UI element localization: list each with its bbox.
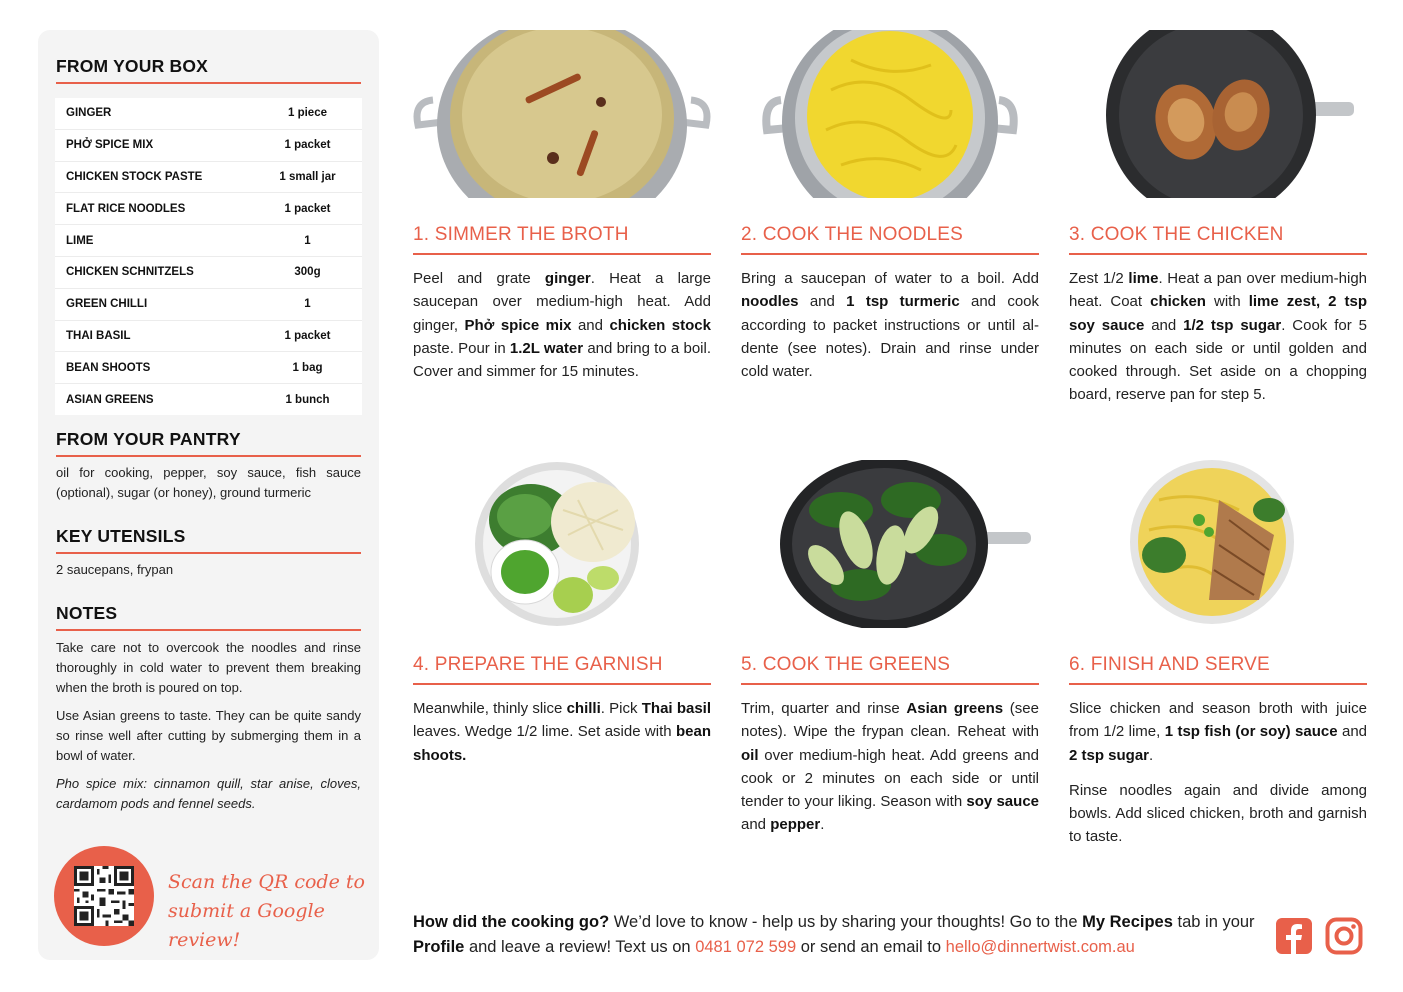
- pantry-divider: [56, 455, 361, 457]
- photo-pot-of-noodles: [741, 30, 1039, 198]
- step-4-instructions: [413, 697, 711, 779]
- notes-title: NOTES: [56, 603, 118, 623]
- step-1-divider: [413, 253, 711, 255]
- qr-text-line: submit a Google review!: [168, 900, 325, 951]
- ingredient-name: BEAN SHOOTS: [66, 361, 151, 374]
- footer-emphasis: How did the cooking go?: [413, 913, 610, 931]
- ingredient-row: [55, 321, 362, 353]
- ingredient-row: [55, 130, 362, 162]
- utensils-title: KEY UTENSILS: [56, 526, 186, 546]
- ingredient-quantity: 1 piece: [288, 107, 327, 120]
- step-1-instructions: [413, 267, 711, 395]
- ingredients-sidebar: [38, 30, 379, 960]
- note-item: Take care not to overcook the noodles and rinse thoroughly in cold water to prevent them breaking when the broth is poured on top.: [56, 640, 361, 695]
- ingredient-row: [55, 289, 362, 321]
- step-2-title: 2. COOK THE NOODLES: [741, 224, 964, 245]
- ingredient-row: [55, 384, 362, 415]
- ingredient-name: ASIAN GREENS: [66, 393, 154, 406]
- ingredient-quantity: 1 small jar: [279, 170, 336, 183]
- ingredient-highlight: Thai basil: [641, 700, 711, 717]
- instruction-paragraph: Rinse noodles again and divide among bowls. Add sliced chicken, broth and garnish to taste.: [1069, 781, 1367, 846]
- ingredient-quantity: 1 bunch: [285, 393, 330, 406]
- ingredient-highlight: 2 tsp sugar: [1069, 746, 1150, 764]
- step-4-title: 4. PREPARE THE GARNISH: [413, 654, 663, 675]
- notes-list: [56, 638, 361, 822]
- ingredient-highlight: oil: [741, 746, 759, 764]
- photo-pan-with-chicken: [1069, 30, 1367, 198]
- step-5-divider: [741, 683, 1039, 685]
- ingredient-highlight: lime zest, 2 tsp soy sauce: [1069, 293, 1367, 334]
- instruction-paragraph: Trim, quarter and rinse Asian greens (see notes). Wipe the frypan clean. Reheat with oil over medium-high heat. Add greens and cook or 2 minutes on each side or until tender to your liking. Season with soy sauce and pepper.: [741, 700, 1039, 834]
- ingredient-name: FLAT RICE NOODLES: [66, 202, 186, 215]
- step-3-divider: [1069, 253, 1367, 255]
- ingredient-highlight: 1/2 tsp sugar: [1183, 316, 1282, 334]
- step-5-instructions: [741, 697, 1039, 849]
- ingredient-quantity: 1: [304, 234, 311, 247]
- ingredient-row: [55, 225, 362, 257]
- pantry-title: FROM YOUR PANTRY: [56, 429, 241, 449]
- photo-pot-of-broth: [413, 30, 711, 198]
- step-3-instructions: [1069, 267, 1367, 419]
- review-footer: How did the cooking go? We’d love to know - help us by sharing your thoughts! Go to the My Recipes tab in your Profile and leave a review! Text us on 0481 072 599 or send an email to hello@dinnertwist.com.au: [413, 913, 1255, 956]
- photo-pan-with-greens: [741, 460, 1039, 628]
- ingredient-name: GREEN CHILLI: [66, 298, 148, 311]
- step-6-divider: [1069, 683, 1367, 685]
- ingredient-name: CHICKEN STOCK PASTE: [66, 170, 203, 183]
- ingredient-quantity: 1 packet: [284, 329, 331, 342]
- ingredient-row: [55, 98, 362, 130]
- ingredient-name: THAI BASIL: [66, 329, 131, 342]
- box-title-divider: [56, 82, 361, 84]
- ingredient-highlight: 1 tsp turmeric: [846, 293, 960, 311]
- qr-code-badge[interactable]: [54, 846, 154, 946]
- ingredient-highlight: ginger: [544, 270, 591, 287]
- ingredient-row: [55, 352, 362, 384]
- step-4-divider: [413, 683, 711, 685]
- ingredient-name: PHỞ SPICE MIX: [66, 139, 154, 152]
- note-item: Pho spice mix: cinnamon quill, star anise, cloves, cardamom pods and fennel seeds.: [56, 776, 361, 811]
- ingredient-highlight: bean shoots.: [413, 723, 711, 764]
- qr-review-prompt: [168, 868, 368, 955]
- ingredient-name: CHICKEN SCHNITZELS: [66, 266, 194, 279]
- instruction-paragraph: Zest 1/2 lime. Heat a pan over medium-high heat. Coat chicken with lime zest, 2 tsp soy sauce and 1/2 tsp sugar. Cook for 5 minutes on each side or until golden and cooked through. Set aside on a chopping board, reserve pan for step 5.: [1069, 270, 1368, 404]
- ingredient-highlight: 1 tsp fish (or soy) sauce: [1164, 723, 1338, 741]
- notes-divider: [56, 629, 361, 631]
- step-2-instructions: [741, 267, 1039, 395]
- ingredient-row: [55, 257, 362, 289]
- ingredient-name: LIME: [66, 234, 94, 247]
- ingredient-row: [55, 193, 362, 225]
- step-1-title: 1. SIMMER THE BROTH: [413, 224, 629, 245]
- utensils-divider: [56, 552, 361, 554]
- ingredient-name: GINGER: [66, 107, 112, 120]
- qr-code[interactable]: [74, 866, 134, 926]
- instruction-paragraph: Peel and grate ginger. Heat a large saucepan over medium-high heat. Add ginger, Phở spice mix and chicken stock paste. Pour in 1.2L water and bring to a boil. Cover and simmer for 15 minutes.: [413, 270, 711, 381]
- photo-plate-of-garnish: [413, 460, 711, 628]
- ingredient-highlight: Asian greens: [906, 700, 1004, 717]
- note-item: Use Asian greens to taste. They can be quite sandy so rinse well after cutting by submerging them in a bowl of water.: [56, 708, 361, 763]
- email-link[interactable]: hello@dinnertwist.com.au: [945, 938, 1135, 956]
- ingredient-highlight: chilli: [566, 700, 601, 717]
- footer-emphasis: My Recipes: [1082, 913, 1173, 931]
- ingredient-quantity: 300g: [294, 266, 321, 279]
- ingredient-highlight: chicken stock: [609, 316, 711, 334]
- instagram-icon[interactable]: [1325, 917, 1363, 955]
- instruction-paragraph: Meanwhile, thinly slice chilli. Pick Thai basil leaves. Wedge 1/2 lime. Set aside with bean shoots.: [413, 700, 711, 764]
- instruction-paragraph: Bring a saucepan of water to a boil. Add noodles and 1 tsp turmeric and cook according to packet instructions or until al-dente (see notes). Drain and rinse under cold water.: [741, 270, 1040, 381]
- instruction-paragraph: Slice chicken and season broth with juice from 1/2 lime, 1 tsp fish (or soy) sauce and 2 tsp sugar.: [1069, 700, 1367, 764]
- ingredient-quantity: 1 bag: [292, 361, 323, 374]
- ingredient-highlight: soy sauce: [966, 793, 1039, 811]
- step-6-instructions: [1069, 697, 1367, 861]
- box-title: FROM YOUR BOX: [56, 56, 209, 76]
- ingredient-highlight: Phở spice mix: [464, 316, 572, 334]
- step-6-title: 6. FINISH AND SERVE: [1069, 654, 1270, 675]
- step-5-title: 5. COOK THE GREENS: [741, 654, 951, 675]
- ingredient-quantity: 1 packet: [284, 139, 331, 152]
- facebook-icon[interactable]: [1275, 917, 1313, 955]
- phone-link[interactable]: 0481 072 599: [695, 938, 797, 956]
- ingredient-highlight: 1.2L water: [509, 339, 584, 357]
- ingredient-row: [55, 162, 362, 194]
- step-3-title: 3. COOK THE CHICKEN: [1069, 224, 1284, 245]
- box-ingredients-table: [55, 98, 362, 415]
- footer-emphasis: Profile: [413, 938, 465, 956]
- utensils-text: 2 saucepans, frypan: [56, 562, 174, 577]
- step-2-divider: [741, 253, 1039, 255]
- photo-bowl-of-pho: [1069, 460, 1367, 628]
- pantry-text: oil for cooking, pepper, soy sauce, fish sauce (optional), sugar (or honey), ground turmeric: [56, 465, 361, 500]
- ingredient-highlight: noodles: [741, 293, 799, 311]
- ingredient-highlight: pepper: [770, 816, 821, 834]
- ingredient-highlight: lime: [1128, 270, 1159, 287]
- ingredient-quantity: 1 packet: [284, 202, 331, 215]
- qr-text-line: Scan the QR code to: [168, 871, 365, 893]
- ingredient-highlight: chicken: [1150, 293, 1206, 311]
- ingredient-quantity: 1: [304, 298, 311, 311]
